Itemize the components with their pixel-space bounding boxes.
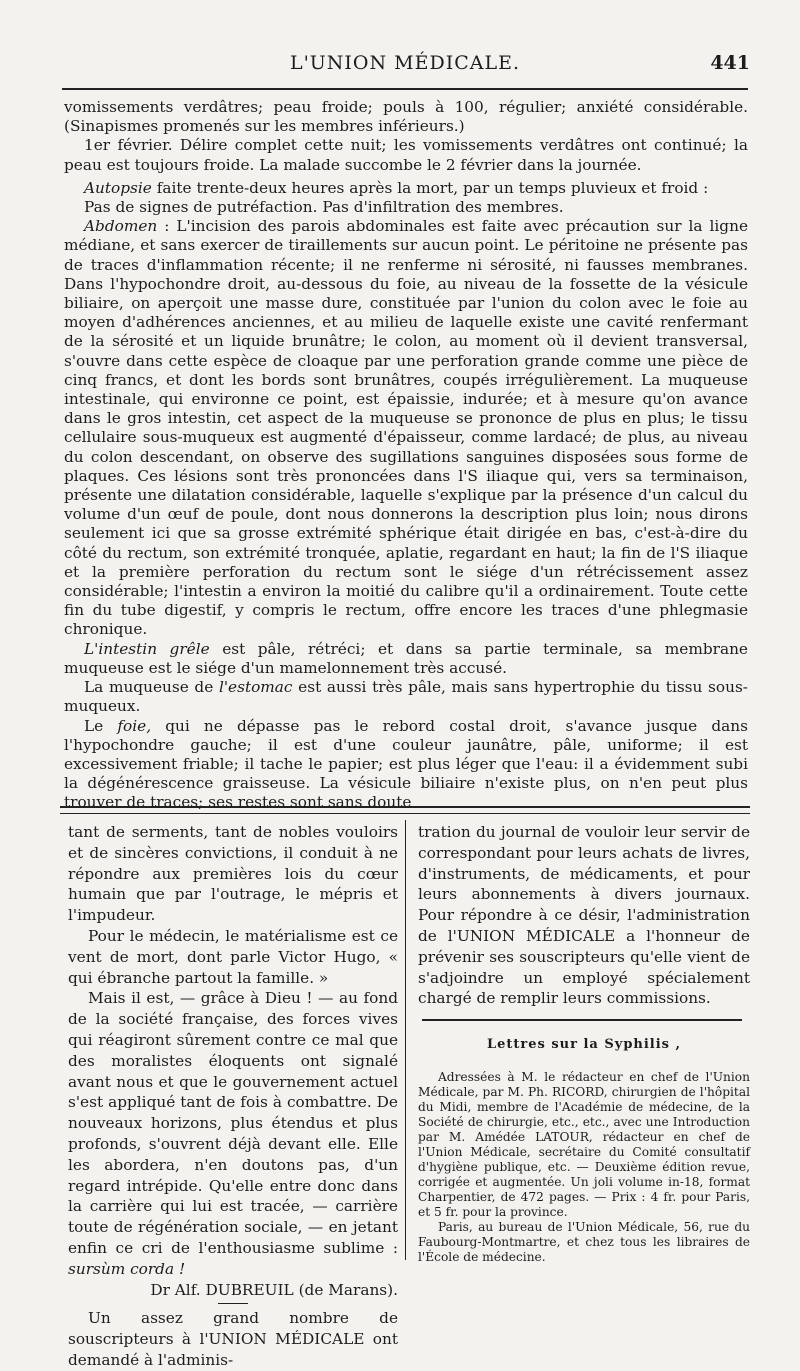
column-separator [405, 820, 406, 1260]
abdomen-label: Abdomen [84, 217, 158, 236]
paragraph-intestin-grele [64, 640, 748, 678]
left-paragraph-3-text: Mais il est, — grâce à Dieu ! — au fond de la société française, des forces vives qui réagiront sûrement contre ce mal que des moralistes éloquents ont signalé avant nous et que le gouvernement actuel s'est appliqué tant de fois à combattre. De nouveaux horizons, plus étendus et plus profonds, s'ouvrent déjà devant elle. Elle les abordera, n'en doutons pas, d'un regard intrépide. Qu'elle entre donc dans la carrière qui lui est tracée, — carrière toute de régénération sociale, — en jetant enfin ce cri de l'enthousiasme sublime : [68, 989, 398, 1257]
right-rule [422, 1019, 742, 1021]
left-paragraph-2: Pour le médecin, le matérialisme est ce vent de mort, dont parle Victor Hugo, « qui ébranche partout la famille. » [68, 926, 398, 987]
paragraph-estomac [64, 678, 748, 716]
intestin-text: est pâle, rétréci; et dans sa partie terminale, sa membrane muqueuse est le siége d'un mamelonnement très accusé. [64, 639, 748, 677]
foie-label: foie, [117, 716, 152, 735]
abdomen-text: : L'incision des parois abdominales est faite avec précaution sur la ligne médiane, et sans exercer de tiraillements sur aucun point. Le péritoine ne présente pas de traces d'inflammation récente; il ne renferme ni sérosité, ni fausses membranes. Dans l'hypochondre droit, au-dessous du foie, au niveau de la fossette de la vésicule biliaire, on aperçoit une masse dure, constituée par l'union du colon avec le foie au moyen d'adhérences anciennes, et au milieu de laquelle existe une cavité renfermant de la sérosité et un liquide brunâtre; le colon, au moment où il devient transversal, s'ouvre dans cette espèce de cloaque par une perforation grande comme une pièce de cinq francs, et dont les bords sont brunâtres, coupés irrégulièrement. La muqueuse intestinale, qui environne ce point, est épaissie, indurée; et à mesure qu'on avance dans le gros intestin, cet aspect de la muqueuse se prononce de plus en plus; le tissu cellulaire sous-muqueux est augmenté d'épaisseur, comme lardacé; de plus, au niveau du colon descendant, on observe des sugillations sanguines disposées sous forme de plaques. Ces lésions sont très prononcées dans l'S iliaque qui, vers sa terminaison, présente une dilatation considérable, laquelle s'explique par la présence d'un calcul du volume d'un œuf de poule, dont nous donnerons la description plus loin; nous dirons seulement ici que sa grosse extrémité sphérique était dirigée en bas, c'est-à-dire du côté du rectum, son extrémité tronquée, aplatie, regardant en haut; la fin de l'S iliaque et la première perforation du rectum sont le siége d'un rétrécissement assez considérable; l'intestin a environ la moitié du calibre qu'il a ordinairement. Toute cette fin du tube digestif, y compris le rectum, offre encore les traces d'une phlegmasie chronique. [64, 217, 748, 639]
section-title-syphilis: Lettres sur la Syphilis , [486, 1037, 682, 1053]
short-rule [218, 1303, 248, 1304]
estomac-text: est aussi très pâle, mais sans hypertrophie du tissu sous-muqueux. [64, 678, 748, 716]
page-number: 441 [710, 52, 750, 74]
paragraph-vomissements: vomissements verdâtres; peau froide; pouls à 100, régulier; anxiété considérable. (Sinapismes promenés sur les membres inférieurs.) [64, 98, 748, 136]
feuilleton-left-column [68, 822, 398, 1371]
feuilleton-rule [60, 806, 750, 814]
autopsie-text: faite trente-deux heures après la mort, par un temps pluvieux et froid : [156, 178, 709, 197]
foie-text: qui ne dépasse pas le rebord costal droit, s'avance jusque dans l'hypochondre gauche; il est d'une couleur jaunâtre, pâle, uniforme; il est excessivement friable; il tache le papier; est plus léger que l'eau: il a évidemment subi la dégénérescence graisseuse. La vésicule biliaire n'existe plus, on n'en peut plus trouver de traces; ses restes sont sans doute [64, 716, 748, 812]
paragraph-abdomen [64, 217, 748, 639]
left-paragraph-3 [68, 988, 398, 1279]
right-paragraph-1: tration du journal de vouloir leur servir de correspondant pour leurs achats de livres, d'instruments, de médicaments, et pour leurs abonnements à divers journaux. Pour répondre à ce désir, l'administration de l'UNION MÉDICALE a l'honneur de prévenir ses souscripteurs qu'elle vient de s'adjoindre un employé spécialement chargé de remplir leurs commissions. [418, 823, 750, 1008]
intestin-label: L'intestin grêle [84, 639, 210, 658]
foie-pre: Le [84, 716, 104, 735]
journal-title: L'UNION MÉDICALE. [289, 52, 521, 74]
header-rule [62, 88, 748, 90]
notice-address: Paris, au bureau de l'Union Médicale, 56, rue du Faubourg-Montmartre, et chez tous les libraires de l'École de médecine. [418, 1219, 750, 1264]
page-header [60, 48, 750, 84]
feuilleton-right-column [418, 822, 750, 1265]
left-paragraph-4: Un assez grand nombre de souscripteurs à l'UNION MÉDICALE ont demandé à l'adminis- [68, 1309, 398, 1369]
main-article [64, 98, 748, 813]
paragraph-autopsie [64, 179, 748, 198]
paragraph-fevrier: 1er février. Délire complet cette nuit; les vomissements verdâtres ont continué; la peau est toujours froide. La malade succombe le 2 février dans la journée. [64, 136, 748, 174]
paragraph-putrefaction: Pas de signes de putréfaction. Pas d'infiltration des membres. [84, 198, 564, 217]
notice-syphilis: Adressées à M. le rédacteur en chef de l'Union Médicale, par M. Ph. RICORD, chirurgien de l'hôpital du Midi, membre de l'Académie de médecine, de la Société de chirurgie, etc., etc., avec une Introduction par M. Amédée LATOUR, rédacteur en chef de l'Union Médicale, secrétaire du Comité consultatif d'hygiène publique, etc. — Deuxième édition revue, corrigée et augmentée. Un joli volume in-18, format Charpentier, de 472 pages. — Prix : 4 fr. pour Paris, et 5 fr. pour la province. [418, 1069, 750, 1219]
signature: Dr Alf. DUBREUIL (de Marans). [150, 1280, 398, 1299]
sursum-corda: sursùm corda ! [68, 1259, 186, 1278]
autopsie-label: Autopsie [84, 178, 152, 197]
paragraph-foie [64, 717, 748, 813]
estomac-label: l'estomac [218, 678, 293, 697]
left-paragraph-1: tant de serments, tant de nobles vouloirs et de sincères convictions, il conduit à ne répondre aux premières lois du cœur humain que par l'outrage, le mépris et l'impudeur. [68, 823, 398, 925]
estomac-pre: La muqueuse de [84, 678, 214, 697]
